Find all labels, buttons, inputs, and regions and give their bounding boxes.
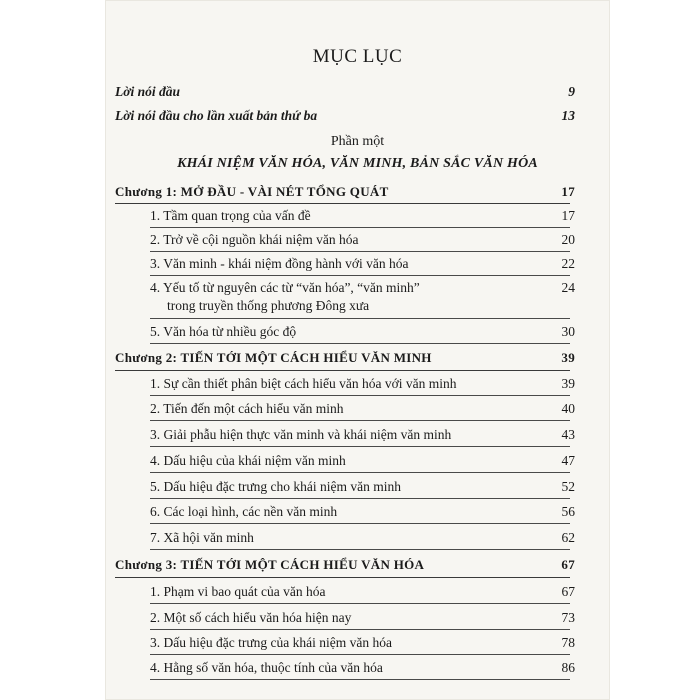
item-page: 47 (561, 453, 575, 468)
toc-item (150, 232, 575, 248)
toc-item (150, 376, 575, 392)
item-rule (150, 395, 570, 396)
toc-title: MỤC LỤC (312, 46, 403, 67)
item-label: 1. Phạm vi bao quát của văn hóa (150, 584, 326, 599)
item-page: 56 (561, 504, 575, 519)
item-label: 1. Sự cần thiết phân biệt cách hiểu văn hóa với văn minh (150, 376, 457, 391)
toc-item (150, 584, 575, 600)
item-label: 3. Dấu hiệu đặc trưng của khái niệm văn hóa (150, 635, 392, 650)
toc-item (150, 427, 575, 443)
item-label: 2. Tiến đến một cách hiểu văn minh (150, 401, 344, 416)
item-rule (150, 227, 570, 228)
item-label: 6. Các loại hình, các nền văn minh (150, 504, 338, 519)
part-title: KHÁI NIỆM VĂN HÓA, VĂN MINH, BẢN SẮC VĂN HÓA (177, 156, 538, 171)
item-page: 52 (561, 479, 575, 494)
toc-chapter-1 (115, 184, 575, 200)
item-rule (150, 420, 570, 421)
toc-item (150, 504, 575, 520)
item-rule (150, 251, 570, 252)
item-rule (150, 446, 570, 447)
item-page: 22 (561, 256, 575, 271)
item-rule (150, 472, 570, 473)
item-label: 3. Văn minh - khái niệm đồng hành với văn hóa (150, 256, 409, 271)
chapter-title: Chương 1: MỞ ĐẦU - VÀI NÉT TỔNG QUÁT (115, 184, 389, 199)
item-label: 7. Xã hội văn minh (150, 530, 254, 545)
item-label: 4. Dấu hiệu của khái niệm văn minh (150, 453, 346, 468)
chapter-title: Chương 2: TIẾN TỚI MỘT CÁCH HIỂU VĂN MINH (115, 350, 432, 365)
toc-item (150, 453, 575, 469)
item-rule (150, 318, 570, 319)
item-page: 73 (561, 610, 575, 625)
toc-item (150, 660, 575, 676)
chapter-page: 17 (561, 184, 575, 199)
chapter-rule (115, 577, 570, 578)
toc-item (150, 324, 575, 340)
toc-item (150, 280, 575, 296)
toc-item (150, 530, 575, 546)
item-label: 4. Hằng số văn hóa, thuộc tính của văn hóa (150, 660, 383, 675)
part-label: Phần một (330, 134, 385, 149)
toc-item (150, 208, 575, 224)
item-page: 24 (561, 280, 575, 295)
entry-label: Lời nói đầu (115, 84, 181, 99)
entry-label: Lời nói đầu cho lần xuất bản thứ ba (115, 108, 318, 123)
chapter-rule (115, 203, 570, 204)
item-page: 86 (561, 660, 575, 675)
chapter-rule (115, 370, 570, 371)
item-label: 2. Trở về cội nguồn khái niệm văn hóa (150, 232, 359, 247)
entry-page: 13 (561, 108, 575, 123)
item-label: 5. Văn hóa từ nhiều góc độ (150, 324, 297, 339)
item-rule (150, 629, 570, 630)
toc-chapter-3 (115, 557, 575, 573)
item-rule (150, 523, 570, 524)
item-rule (150, 654, 570, 655)
item-rule (150, 498, 570, 499)
item-page: 40 (561, 401, 575, 416)
item-label: 3. Giải phẫu hiện thực văn minh và khái niệm văn minh (150, 427, 452, 442)
item-rule (150, 275, 570, 276)
item-label: 2. Một số cách hiểu văn hóa hiện nay (150, 610, 352, 625)
item-label-continuation: trong truyền thống phương Đông xưa (167, 298, 370, 313)
item-page: 17 (561, 208, 575, 223)
item-page: 67 (561, 584, 575, 599)
chapter-page: 67 (561, 557, 575, 572)
toc-entry-front-1 (115, 84, 575, 100)
chapter-page: 39 (561, 350, 575, 365)
book-page (105, 0, 610, 700)
item-label: 4. Yếu tố từ nguyên các từ “văn hóa”, “văn minh” (150, 280, 420, 295)
toc-item (150, 635, 575, 651)
toc-item (150, 479, 575, 495)
item-rule (150, 679, 570, 680)
item-label: 1. Tầm quan trọng của vấn đề (150, 208, 311, 223)
toc-chapter-2 (115, 350, 575, 366)
item-page: 62 (561, 530, 575, 545)
item-page: 43 (561, 427, 575, 442)
item-page: 20 (561, 232, 575, 247)
toc-item (150, 610, 575, 626)
item-rule (150, 603, 570, 604)
chapter-title: Chương 3: TIẾN TỚI MỘT CÁCH HIỂU VĂN HÓA (115, 557, 425, 572)
entry-page: 9 (568, 84, 575, 99)
item-label: 5. Dấu hiệu đặc trưng cho khái niệm văn minh (150, 479, 402, 494)
item-rule (150, 343, 570, 344)
item-page: 78 (561, 635, 575, 650)
item-page: 39 (561, 376, 575, 391)
toc-entry-front-2 (115, 108, 575, 124)
item-page: 30 (561, 324, 575, 339)
toc-item (150, 401, 575, 417)
item-rule (150, 549, 570, 550)
toc-item (150, 256, 575, 272)
